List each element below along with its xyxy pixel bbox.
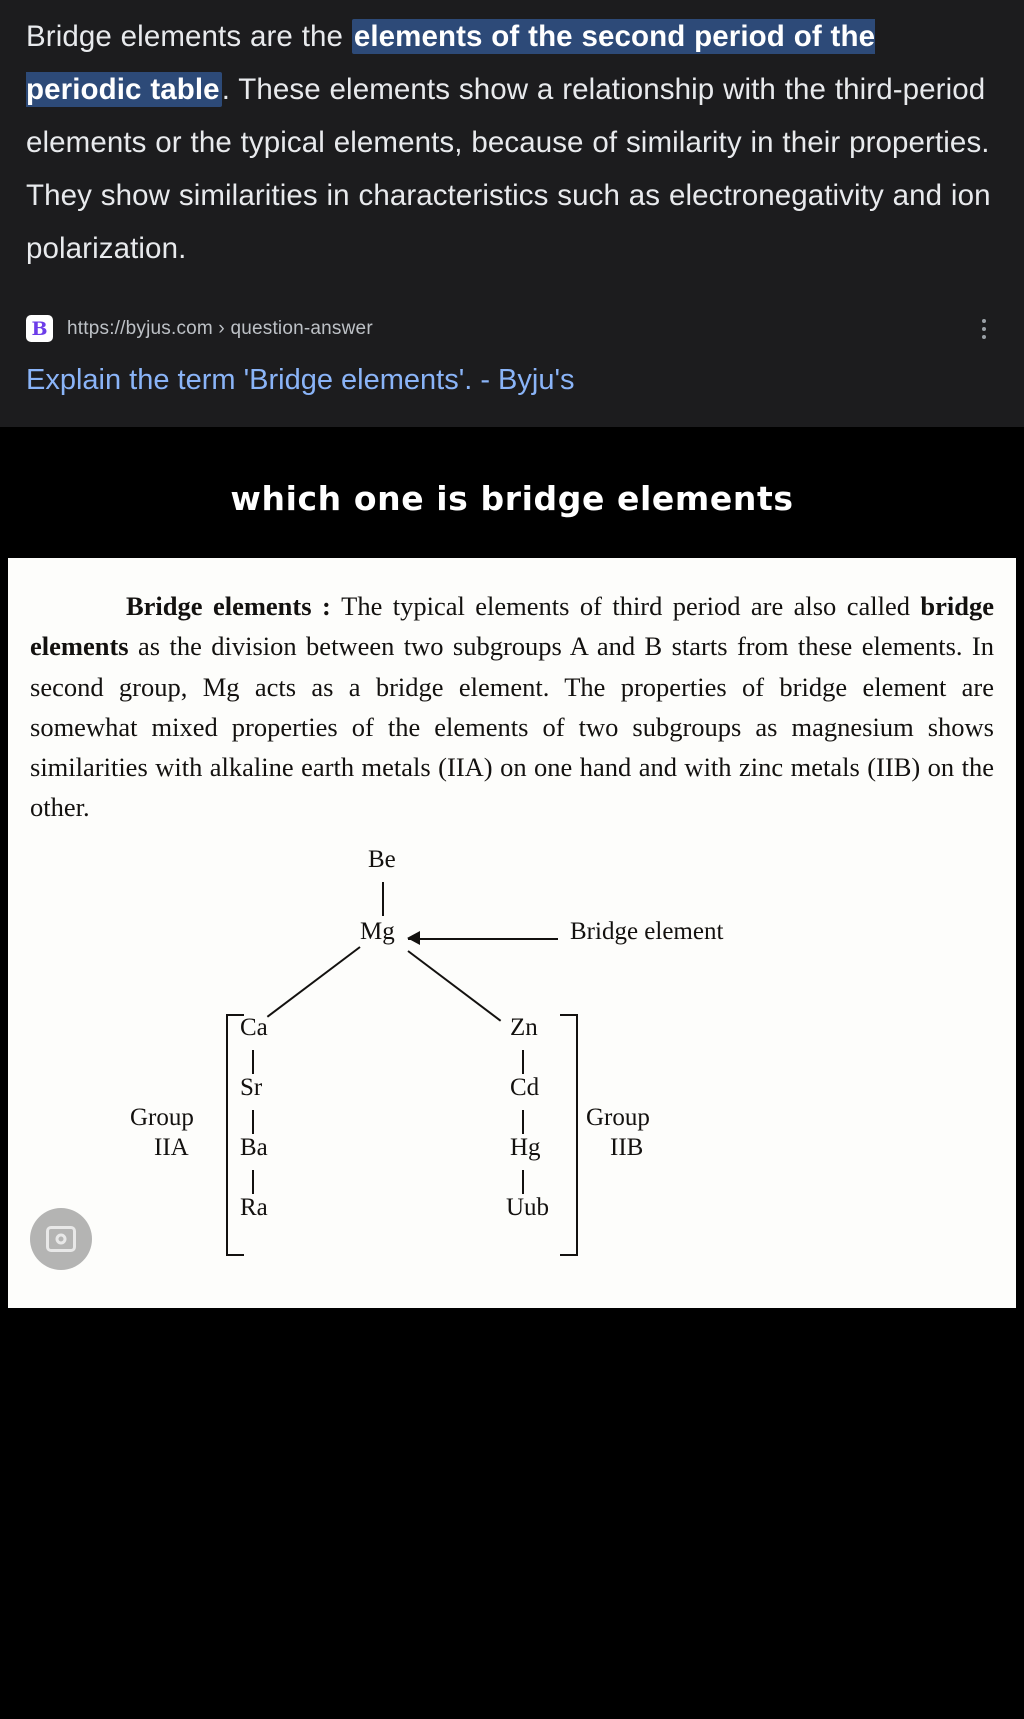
answer-paragraph — [30, 586, 994, 828]
question-heading: which one is bridge elements — [230, 479, 794, 519]
snippet-paragraph — [26, 10, 998, 275]
more-options-icon[interactable] — [982, 319, 986, 339]
diagram-branch-right — [407, 950, 501, 1021]
kebab-dot — [982, 319, 986, 323]
diagram-arrow-to-callout — [408, 938, 558, 940]
source-row[interactable] — [26, 315, 998, 342]
diagram-branch-left — [267, 946, 361, 1017]
kebab-dot — [982, 327, 986, 331]
diagram-connector-zn-cd — [522, 1050, 524, 1074]
diagram-group-iib-label-1: Group — [586, 1103, 650, 1131]
search-snippet-card — [0, 0, 1024, 427]
answer-text-2: as the division between two subgroups A and B starts from these elements. In second group, Mg acts as a bridge element. The properties of bridge element are somewhat mixed properties of the elements of two subgroups as magnesium shows similarities with alkaline earth metals (IIA) on one hand and with zinc metals (IIB) on the other. — [30, 631, 994, 823]
diagram-connector-ba-ra — [252, 1170, 254, 1194]
diagram-connector-be-mg — [382, 882, 384, 916]
diagram-label-hg: Hg — [510, 1133, 541, 1161]
diagram-brace-right — [560, 1014, 578, 1256]
snippet-part-plain-2: . These elements show a relationship with the third-period elements or the typical elements, because of similarity in their properties. They show similarities in characteristics such as electronegativity and ion polarization. — [26, 73, 991, 266]
byjus-favicon-icon: B — [26, 315, 53, 342]
diagram-connector-hg-uub — [522, 1170, 524, 1194]
snippet-part-plain-1: Bridge elements are the — [26, 20, 352, 53]
snippet-part-highlight: elements of the second period of the periodic table — [26, 20, 876, 107]
diagram-label-ba: Ba — [240, 1133, 268, 1161]
diagram-label-be: Be — [368, 845, 396, 873]
result-title-link[interactable]: Explain the term 'Bridge elements'. - Byju's — [26, 364, 575, 397]
camera-lens-button[interactable] — [30, 1208, 92, 1270]
answer-term: Bridge elements : — [126, 591, 342, 622]
diagram-label-sr: Sr — [240, 1073, 263, 1101]
diagram-group-iib-label-2: IIB — [610, 1133, 644, 1161]
diagram-label-mg: Mg — [360, 917, 395, 945]
diagram-connector-cd-hg — [522, 1110, 524, 1134]
diagram-label-ra: Ra — [240, 1193, 268, 1221]
diagram-connector-sr-ba — [252, 1110, 254, 1134]
diagram-group-iia-label-2: IIA — [154, 1133, 189, 1161]
diagram-label-zn: Zn — [510, 1013, 538, 1041]
diagram-group-iia-label-1: Group — [130, 1103, 194, 1131]
camera-lens-icon — [46, 1226, 76, 1252]
kebab-dot — [982, 335, 986, 339]
answer-term-emphasis: bridge elements — [30, 591, 994, 662]
diagram-connector-ca-sr — [252, 1050, 254, 1074]
source-url: https://byjus.com › question-answer — [67, 317, 373, 339]
answer-text-1: The typical elements of third period are also called — [341, 591, 921, 622]
diagram-label-ca: Ca — [240, 1013, 268, 1041]
diagram-label-uub: Uub — [506, 1193, 550, 1221]
scanned-answer-image — [8, 558, 1016, 1308]
bridge-element-diagram — [30, 846, 994, 1266]
diagram-label-cd: Cd — [510, 1073, 540, 1101]
diagram-callout-label: Bridge element — [570, 917, 724, 945]
